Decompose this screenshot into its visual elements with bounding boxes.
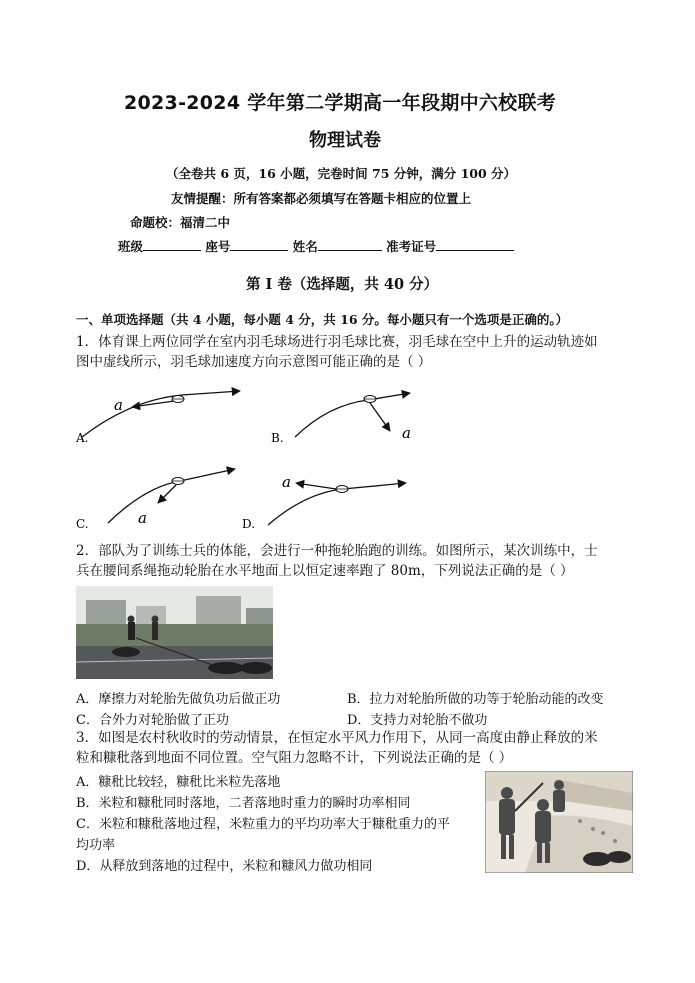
option-c-label: C. [76,517,89,531]
trajectory-d [268,489,343,525]
shuttlecock-b [364,396,376,403]
school-line: 命题校：福清二中 [130,215,231,230]
exam-no-label: 准考证号 [386,239,437,254]
class-blank[interactable] [143,237,201,251]
exam-title: 2023-2024 学年第二学期高一年段期中六校联考 [124,92,557,114]
q3-option-c-line2: 均功率 [76,838,116,853]
q3-option-c-line1[interactable]: C．米粒和糠秕落地过程，米粒重力的平均功率大于糠秕重力的平 [76,817,450,832]
name-blank[interactable] [318,237,382,251]
option-c-diagram[interactable] [76,469,235,531]
accel-arrow-b [370,403,390,431]
q2-line1: 2．部队为了训练士兵的体能，会进行一种拖轮胎跑的训练。如图所示，某次训练中，士 [76,543,598,559]
q2-option-a[interactable]: A．摩擦力对轮胎先做负功后做正功 [76,692,281,707]
accel-arrow-d [296,483,336,489]
q3-option-b[interactable]: B．米粒和糠秕同时落地，二者落地时重力的瞬时功率相同 [76,796,411,811]
q3-line2: 粒和糠秕落到地面不同位置。空气阻力忽略不计，下列说法正确的是（ ） [76,750,513,766]
seat-label: 座号 [205,239,231,254]
option-a-diagram[interactable] [75,391,240,445]
velocity-arrow-d [343,483,406,489]
shuttlecock-c [172,478,184,485]
q3-option-d[interactable]: D．从释放到落地的过程中，米粒和糠风力做功相同 [76,859,373,874]
section-title: 第 I 卷（选择题，共 40 分） [246,276,439,293]
trajectory-a [82,395,182,437]
velocity-arrow-a [182,391,240,395]
accel-label-d: a [282,473,291,491]
tire-drag-photo [76,586,273,679]
seat-blank[interactable] [230,237,288,251]
name-label: 姓名 [292,239,318,254]
harvest-winnowing-image [485,771,633,873]
student-info-line [118,237,514,255]
q1-line1: 1．体育课上两位同学在室内羽毛球场进行羽毛球比赛，羽毛球在空中上升的运动轨迹如 [76,334,598,350]
exam-no-blank[interactable] [436,237,514,251]
accel-label-a: a [114,396,123,414]
q1-line2: 图中虚线所示，羽毛球加速度方向示意图可能正确的是（ ） [76,354,432,370]
exam-info: （全卷共 6 页，16 小题，完卷时间 75 分钟，满分 100 分） [166,166,517,181]
accel-arrow-c [158,485,176,503]
q2-option-d[interactable]: D．支持力对轮胎不做功 [347,713,488,728]
q2-line2: 兵在腰间系绳拖动轮胎在水平地面上以恒定速率跑了 80m，下列说法正确的是（ ） [76,563,574,579]
shuttlecock-a [172,396,184,403]
velocity-arrow-c [180,469,235,481]
accel-label-c: a [138,509,147,527]
exam-subject: 物理试卷 [309,130,381,151]
option-b-diagram[interactable] [271,393,411,445]
option-d-diagram[interactable] [242,473,406,531]
reminder: 友情提醒：所有答案都必须填写在答题卡相应的位置上 [171,191,472,206]
accel-label-b: a [402,424,411,442]
option-d-label: D. [242,517,256,531]
q2-option-c[interactable]: C．合外力对轮胎做了正功 [76,713,229,728]
option-b-label: B. [271,431,284,445]
q2-option-b[interactable]: B．拉力对轮胎所做的功等于轮胎动能的改变 [347,692,604,707]
accel-arrow-a [132,401,174,407]
q3-option-a[interactable]: A．糠秕比较轻，糠秕比米粒先落地 [76,775,281,790]
q1-diagrams [70,375,620,535]
class-label: 班级 [118,239,144,254]
option-a-label: A. [76,431,89,445]
q3-line1: 3．如图是农村秋收时的劳动情景，在恒定水平风力作用下，从同一高度由静止释放的米 [76,730,598,746]
trajectory-b [295,400,368,437]
shuttlecock-d [336,486,348,493]
part-title: 一、单项选择题（共 4 小题，每小题 4 分，共 16 分。每小题只有一个选项是正确的。） [76,312,569,327]
